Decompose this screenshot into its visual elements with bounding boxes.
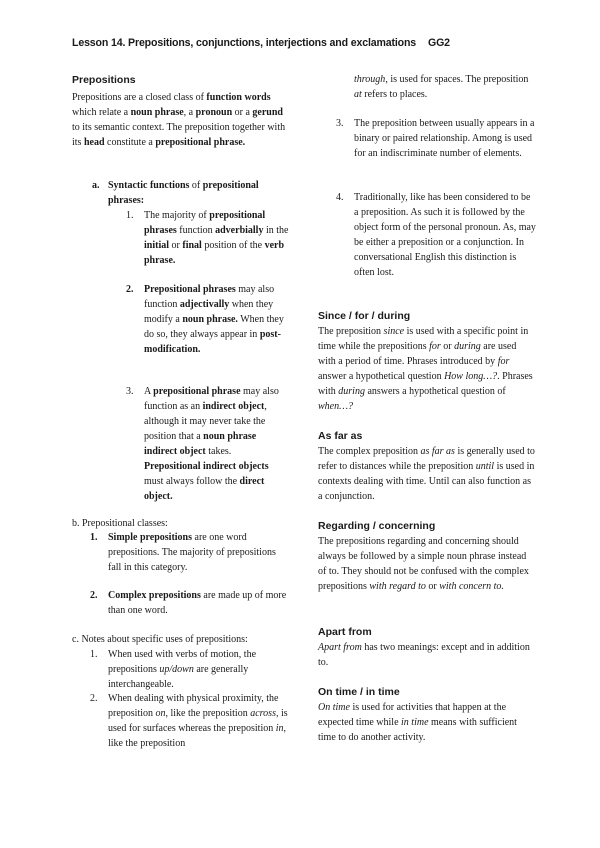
list-number: 2. <box>126 284 134 295</box>
list-number: 3. <box>336 118 344 129</box>
list-item-continued: through, is used for spaces. The preposition at refers to places. <box>354 74 529 100</box>
list-item: Traditionally, like has been considered to be a preposition. As such it is followed by the object form of the personal pronoun. As, may be either a preposition or a conjunction. In conversational English this distinction is often lost. <box>354 192 536 278</box>
course-code: GG2 <box>428 37 450 49</box>
prepositions-intro: Prepositions are a closed class of function words which relate a noun phrase, a pronoun or a gerund to its semantic context. The preposition together with its head constitute a prepositional phrase. <box>72 92 286 148</box>
section-heading-on-time: On time / in time <box>318 686 400 698</box>
as-far-as-paragraph: The complex preposition as far as is generally used to refer to distances while the preposition until is used in contexts dealing with time. Until can also function as a conjunction. <box>318 446 535 502</box>
section-heading-apart-from: Apart from <box>318 626 372 638</box>
section-heading-since: Since / for / during <box>318 310 411 322</box>
list-number: 1. <box>126 210 134 221</box>
since-paragraph: The preposition since is used with a specific point in time while the prepositions for or during are used with a period of time. Phrases introduced by for answer a hypothetical question How long…?. Phrases with during answers a hypothetical question of when…? <box>318 326 533 412</box>
list-number: 1. <box>90 649 98 660</box>
apart-from-paragraph: Apart from has two meanings: except and in addition to. <box>318 642 530 668</box>
list-number: 4. <box>336 192 344 203</box>
list-item: When dealing with physical proximity, the preposition on, like the preposition across, is used for surfaces whereas the preposition in, like the preposition <box>108 693 288 749</box>
section-heading-as-far-as: As far as <box>318 430 363 442</box>
regarding-paragraph: The prepositions regarding and concerning should always be followed by a simple noun phrase instead of to. They should not be confused with the complex prepositions with regard to or with concern to. <box>318 536 529 592</box>
list-item: Complex prepositions are made up of more than one word. <box>108 590 287 616</box>
list-item: Prepositional phrases may also function adjectivally when they modify a noun phrase. When they do so, they always appear in post-modification. <box>144 284 284 355</box>
list-number: 3. <box>126 386 134 397</box>
list-item: The preposition between usually appears in a binary or paired relationship. Among is used for an indiscriminate number of elements. <box>354 118 535 159</box>
page-header <box>72 37 450 49</box>
subsection-c-heading: c. Notes about specific uses of prepositions: <box>72 634 248 645</box>
subsection-b-heading: b. Prepositional classes: <box>72 518 168 529</box>
list-number: 1. <box>90 532 98 543</box>
section-heading-prepositions: Prepositions <box>72 74 136 86</box>
lesson-title: Lesson 14. Prepositions, conjunctions, interjections and exclamations <box>72 37 417 49</box>
list-item: A prepositional phrase may also function as an indirect object, although it may never take the position that a noun phrase indirect object takes. Prepositional indirect objects must always follow the direct object. <box>144 386 279 502</box>
section-heading-regarding: Regarding / concerning <box>318 520 436 532</box>
list-number: 2. <box>90 590 98 601</box>
subsection-a-heading: Syntactic functions of prepositional phrases: <box>108 180 259 206</box>
on-time-paragraph: On time is used for activities that happen at the expected time while in time means with sufficient time to do another activity. <box>318 702 517 743</box>
subsection-a-marker: a. <box>92 180 100 191</box>
list-item: Simple prepositions are one word prepositions. The majority of prepositions fall in this category. <box>108 532 276 573</box>
list-item: When used with verbs of motion, the prepositions up/down are generally interchangeable. <box>108 649 257 690</box>
list-item: The majority of prepositional phrases function adverbially in the initial or final position of the verb phrase. <box>144 210 289 266</box>
list-number: 2. <box>90 693 98 704</box>
